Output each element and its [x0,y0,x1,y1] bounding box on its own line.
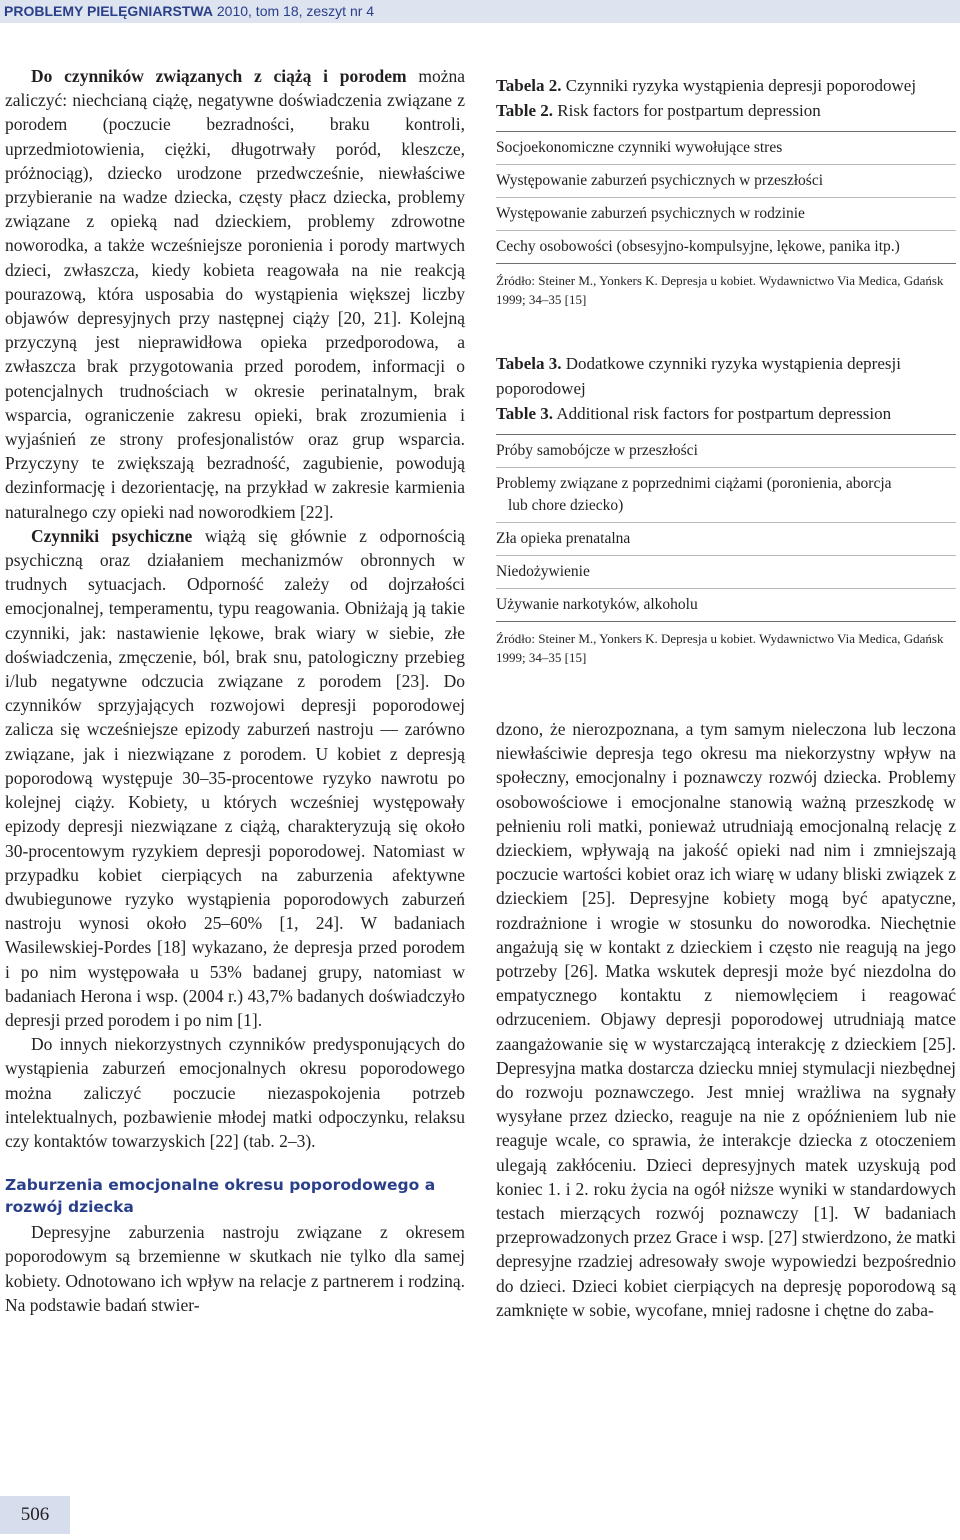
table-title: Risk factors for postpartum depression [553,101,821,120]
table-row: Niedożywienie [496,556,956,589]
paragraph-text: dzono, że nierozpoznana, a tym samym nieleczona lub leczona niewłaściwie depresja tego okresu ma niekorzystny wpływ na społeczny, emocjonalny i poznawczy rozwój dziecka. Problemy osobowościowe i emocjonalne stanowią ważną przeszkodę w pełnieniu roli matki, ponieważ utrudniają emocjonalną relację z dzieckiem, wpływają na jakość opieki nad nim i zmniejszają poczucie wartości kobiet oraz ich wiarę w udany bliski związek z dzieckiem [25]. Depresyjne kobiety mogą być apatyczne, rozdrażnione i wrogie w stosunku do noworodka. Niechętnie angażują się w kontakt z dzieckiem i często nie reagują na jego potrzeby [26]. Matka wskutek depresji może być niezdolna do empatycznego kontaktu z niemowlęciem i reagować odrzuceniem. Objawy depresji poporodowej utrudniają matce zaangażowanie się w wystarczającą interakcję z dzieckiem [25]. Depresyjna matka dostarcza dziecku mniej stymulacji niezbędnej do rozwoju poznawczego. Jest mniej wrażliwa na sygnały wysyłane przez dziecko, reaguje na nie z opóźnieniem lub nie reaguje wcale, co sprawia, że interakcje dziecka z otoczeniem ulegają zakłóceniu. Dzieci depresyjnych matek uzyskują pod koniec 1. i 2. roku życia na ogół niższe wyniki w standardowych testach mierzących rozwój poznawczy [1]. W badaniach przeprowadzonych przez Grace i wsp. [27] stwierdzono, że matki depresyjne rzadziej adresowały swoje wypowiedzi bezpośrednio do dzieci. Dzieci kobiet cierpiących na depresję poporodową są zamknięte w sobie, wycofane, mniej radosne i chętne do zaba- [496,719,956,1320]
table-caption-pl [496,351,956,401]
table-3 [496,351,956,667]
left-column [5,64,465,1317]
table-body [496,434,956,622]
table-row [496,468,956,523]
table-row: Próby samobójcze w przeszłości [496,435,956,468]
right-column [496,717,956,1322]
journal-name: PROBLEMY PIELĘGNIARSTWA [4,3,213,19]
running-header [4,3,374,20]
table-title: Additional risk factors for postpartum depression [553,404,892,423]
table-row: Cechy osobowości (obsesyjno-kompulsyjne, lękowe, panika itp.) [496,231,956,264]
table-title: Czynniki ryzyka wystąpienia depresji poporodowej [561,76,917,95]
table-row: Używanie narkotyków, alkoholu [496,589,956,622]
table-source: Źródło: Steiner M., Yonkers K. Depresja u kobiet. Wydawnictwo Via Medica, Gdańsk 1999; 34–35 [15] [496,631,944,665]
issue-info: 2010, tom 18, zeszyt nr 4 [216,3,375,19]
paragraph-other-factors [5,1032,465,1153]
paragraph-text: wiążą się głównie z odpornością psychiczną oraz działaniem mechanizmów obronnych w trudnych sytuacjach. Odporność zależy od dojrzałości emocjonalnej, temperamentu, typu reagowania. Obniżają ją takie czynniki, jak: nastawienie lękowe, brak wiary w siebie, złe doświadczenia, zmęczenie, ból, brak snu, patologiczny przebieg i/lub negatywne odczucia związane z porodem [23]. Do czynników sprzyjających rozwojowi depresji poporodowej zalicza się wcześniejsze epizody zaburzeń nastroju — zarówno związane, jak i niezwiązane z porodem. U kobiet z depresją poporodową występuje 30–35-procentowe ryzyko nawrotu po kolejnej ciąży. Kobiety, u których wcześniej występowały epizody depresji niezwiązane z ciążą, charakteryzują się około 30-procentowym ryzykiem depresji poporodowej. Natomiast w przypadku kobiet cierpiących na zaburzenia afektywne dwubiegunowe ryzyko wystąpienia poporodowych zaburzeń nastroju wynosi około 25–60% [1, 24]. W badaniach Wasilewskiej-Pordes [18] wykazano, że depresja przed porodem i po nim występowała u 53% badanej grupy, natomiast w badaniach Herona i wsp. (2004 r.) 43,7% badanych doświadczyło depresji przed porodem i po nim [1]. [5,525,465,1030]
paragraph-text: Depresyjne zaburzenia nastroju związane z okresem poporodowym są brzemienne w skutkach nie tylko dla samej kobiety. Odnotowano ich wpływ na relacje z partnerem i rodziną. Na podstawie badań stwier- [5,1222,465,1315]
table-label: Tabela 2. [496,76,562,95]
paragraph-psychological-factors [5,524,465,1032]
table-2 [496,73,956,309]
table-title: Dodatkowe czynniki ryzyka wystąpienia depresji poporodowej [496,354,901,398]
table-label: Table 2. [496,101,554,120]
paragraph-child-development [496,717,956,1322]
table-cell: Problemy związane z poprzednimi ciążami (poronienia, aborcja [496,475,892,492]
table-cell-continuation: lub chore dziecko) [508,497,624,514]
paragraph-lead: Do czynników związanych z ciążą i porodem [31,66,407,86]
table-caption-en [496,401,956,426]
table-label: Tabela 3. [496,354,562,373]
table-row: Socjoekonomiczne czynniki wywołujące stres [496,132,956,165]
table-row: Występowanie zaburzeń psychicznych w przeszłości [496,165,956,198]
table-body [496,131,956,264]
table-row: Zła opieka prenatalna [496,523,956,556]
paragraph-lead: Czynniki psychiczne [31,525,193,546]
page-number-box [0,1496,70,1534]
table-source: Źródło: Steiner M., Yonkers K. Depresja u kobiet. Wydawnictwo Via Medica, Gdańsk 1999; 34–35 [15] [496,273,944,307]
paragraph-section-intro [5,1220,465,1317]
paragraph-text: Do innych niekorzystnych czynników predysponujących do wystąpienia zaburzeń emocjonalnych okresu poporodowego można zaliczyć poczucie niezaspokojenia potrzeb intelektualnych, pozbawienie młodej matki odpoczynku, relaksu czy kontaktów towarzyskich [22] (tab. 2–3). [5,1034,465,1151]
paragraph-pregnancy-factors [5,64,465,524]
section-heading: Zaburzenia emocjonalne okresu poporodowego a rozwój dziecka [5,1176,436,1217]
table-row: Występowanie zaburzeń psychicznych w rodzinie [496,198,956,231]
paragraph-text: można zaliczyć: niechcianą ciążę, negatywne doświadczenia związane z porodem (poczucie bezradności, braku kontroli, uprzedmiotowienia, ciężki, długotrwały poród, kleszcze, próżnociąg), dziecko urodzone przedwcześnie, niewłaściwe przybieranie na wadze dziecka, częsty płacz dziecka, problemy związane z opieką nad dzieckiem, problemy zdrowotne noworodka, a także wcześniejsze poronienia i porody martwych dzieci, zwłaszcza, kiedy kobieta reagowała na nie reakcją pourazową, która usposabia do wystąpienia większej liczby objawów depresyjnych przy następnej ciąży [20, 21]. Kolejną przyczyną jest nieprawidłowa opieka przedporodowa, a zwłaszcza brak przygotowania przed porodem, informacji o potencjalnych trudnościach w okresie perinatalnym, brak wsparcia, ograniczenie zakresu opieki, brak zrozumienia i wyjaśnień ze strony profesjonalistów oraz grup wsparcia. Przyczyny te zwiększają bezradność, zagubienie, powodują dezinformację i dezorientację, na przykład w zakresie karmienia naturalnego czy opieki nad noworodkiem [22]. [5,66,465,522]
table-label: Table 3. [496,404,554,423]
page-number: 506 [20,1504,50,1525]
table-caption-pl [496,73,956,98]
table-caption-en [496,98,956,123]
